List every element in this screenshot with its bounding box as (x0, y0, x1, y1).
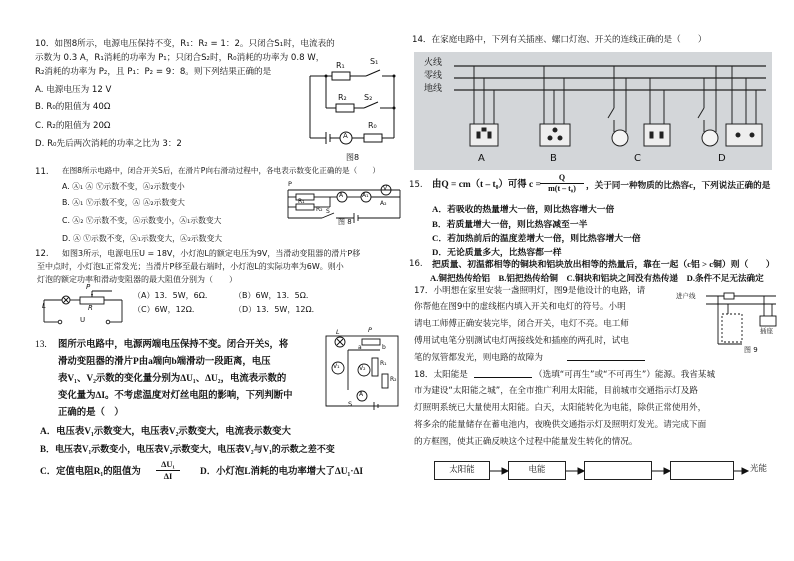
q13-fig-r1-label: R₁ (380, 360, 387, 367)
q11-circuit-figure (282, 182, 410, 228)
q11-fig-a2-label: A₂ (380, 200, 387, 207)
q17-line-1: 17．小明想在家里安装一盏照明灯，图9是他设计的电路，请 (414, 286, 646, 296)
q13-fig-r2-label: R₂ (390, 376, 397, 383)
q15-stem-a: 由Q = cm（t – t₀）可得 c = (432, 180, 541, 190)
q18-energy-flow-diagram (434, 458, 774, 484)
q13-number: 13. (35, 340, 47, 350)
q17-circuit-figure (676, 288, 786, 356)
q11-option-d: D. Ⓐ Ⓥ示数不变，Ⓐ₁示数变大，Ⓐ₂示数变大 (62, 234, 223, 243)
q11-option-b: B. Ⓐ₁ Ⓥ示数不变，Ⓐ Ⓐ₂示数变大 (62, 198, 185, 207)
q14-choice-c: C (634, 153, 641, 164)
q10-fig-r2-label: R₂ (338, 93, 347, 102)
q10-fig-s2-label: S₂ (364, 93, 373, 102)
q12-circuit-figure (38, 283, 130, 330)
q17-line-2: 你帮他在图9中的虚线框内填入开关和电灯的符号。小明 (414, 302, 626, 312)
q14-wiring-figure (414, 52, 772, 170)
q15-option-d: D．无论质量多大，比热容都一样 (432, 247, 562, 257)
q11-fig-v-label: V (383, 185, 388, 192)
q11-fig-caption: 图 8 (338, 218, 352, 226)
q13-option-a: A．电压表V₁示数变大，电压表V₂示数变大，电流表示数变大 (40, 427, 291, 437)
q10-circuit-figure (298, 57, 408, 164)
q12-number: 12. (35, 249, 49, 259)
q13-circuit-figure (318, 326, 406, 414)
q12-option-c: （C）6W，12Ω． (133, 305, 200, 314)
q18-line-1a: 18．太阳能是 (414, 370, 468, 380)
q10-option-b: B. R₀的阻值为 40Ω (35, 102, 111, 112)
q17-answer-blank[interactable] (567, 352, 645, 365)
q12-option-d: （D）13．5W，12Ω． (234, 305, 320, 314)
q11-fig-s-label: S (326, 208, 330, 215)
q18-line-5: 的方框图，使其正确反映这个过程中能量发生转化的情况。 (414, 437, 638, 447)
q15-option-b: B．若质量增大一倍，则比热容减至一半 (432, 219, 588, 229)
q11-fig-p-label: P (288, 180, 292, 188)
q18-line-1b: （选填“可再生”或“不可再生”）能源。我省某城 (534, 370, 716, 380)
q17-line-4: 傅用试电笔分别测试电灯两接线处和插座的两孔时，试电 (414, 336, 629, 346)
q10-fig-caption: 图8 (346, 153, 360, 162)
q14-stem: 14．在家庭电路中，下列有关插座、螺口灯泡、开关的连线正确的是（ ） (412, 35, 707, 45)
q17-fig-lead-label: 进户线 (676, 292, 696, 300)
q13-fig-p-label: P (368, 326, 372, 334)
q13-fig-v2-label: V₂ (359, 365, 366, 372)
q10-fig-r1-label: R₁ (336, 61, 345, 70)
q10-fig-s1-label: S₁ (370, 57, 379, 66)
q15-option-c: C．若加热前后的温度差增大一倍，则比热容增大一倍 (432, 233, 641, 243)
q13-line-3: 表V₁、V₂示数的变化量分别为ΔU₁、ΔU₂，电流表示数的 (58, 374, 287, 384)
q13-fig-a-label: a (358, 344, 362, 351)
q12-line-3: 灯泡的额定功率和滑动变阻器的最大阻值分别为（ ） (37, 275, 237, 284)
q12-line-1: 如图3所示，电源电压U = 18V，小灯泡L的额定电压为9V，当滑动变阻器的滑片P移 (62, 249, 361, 258)
q13-option-c: C．定值电阻R₁的阻值为 (40, 467, 141, 477)
q18-flow-box-3[interactable] (584, 461, 652, 480)
q12-option-b: （B）6W，13．5Ω． (234, 291, 314, 300)
q10-fig-ammeter-label: A (343, 132, 348, 140)
q13-fig-ammeter-label: A (359, 391, 364, 398)
q15-stem-b: ，关于同一种物质的比热容c，下列说法正确的是 (586, 180, 771, 190)
q13-option-d: D．小灯泡L消耗的电功率增大了ΔU₁·ΔI (200, 467, 364, 477)
q12-fig-p-label: P (86, 283, 91, 291)
q11-stem: 在图8所示电路中，闭合开关S后，在滑片P向右滑动过程中，各电表示数变化正确的是（ ） (62, 166, 380, 175)
q11-option-c: C. Ⓐ₂ Ⓥ示数不变，Ⓐ示数变小，Ⓐ₁示数变大 (62, 216, 222, 225)
q12-fig-r-label: R (88, 304, 93, 312)
q18-flow-box-5: 光能 (750, 464, 768, 474)
q16-stem: 把质量、初温都相等的铜块和铝块放出相等的热量后，靠在一起（c铝 > c铜）则（ ） (432, 259, 775, 269)
q10-fig-r0-label: R₀ (368, 121, 377, 130)
q14-choice-d: D (718, 153, 726, 164)
q15-fraction-numerator: Q (540, 173, 584, 184)
q18-flow-box-1: 太阳能 (434, 461, 490, 480)
q12-fig-u-label: U (80, 316, 86, 324)
q11-fig-a1-label: A₁ (362, 192, 369, 199)
q17-line-3: 请电工师傅正确安装完毕，闭合开关，电灯不亮。电工师 (414, 319, 629, 329)
q15-fraction-denominator: m(t – t₀) (548, 184, 576, 193)
q13-fig-l-label: L (336, 328, 340, 336)
q13-line-4: 变化量为ΔI。不考虑温度对灯丝电阻的影响，下列判断中 (58, 391, 293, 401)
q13-line-2: 滑动变阻器的滑片P由a端向b端滑动一段距离，电压 (58, 357, 271, 367)
q18-flow-box-4[interactable] (670, 461, 734, 480)
q11-number: 11. (35, 167, 49, 177)
q18-answer-blank[interactable] (474, 369, 532, 382)
q12-option-a: （A）13．5W，6Ω． (133, 291, 213, 300)
q16-number: 16. (409, 259, 423, 269)
q18-line-4: 将多余的能量储存在蓄电池内，夜晚供交通指示灯及照明灯发光。请完成下面 (414, 420, 707, 430)
q14-ground-wire-label: 地线 (424, 84, 443, 94)
q10-option-a: A. 电源电压为 12 V (35, 85, 112, 95)
q11-fig-r2-label: R₂ (316, 206, 323, 213)
q15-option-a: A．若吸收的热量增大一倍，则比热容增大一倍 (432, 204, 615, 214)
q11-fig-r1-label: R₁ (298, 198, 305, 205)
q17-fig-socket-label: 插座 (760, 327, 773, 335)
q14-live-wire-label: 火线 (424, 58, 443, 68)
q16-options: A.铜把热传给铝 B.铝把热传给铜 C.铜块和铝块之间没有热传递 D.条件不足无法确定 (430, 273, 764, 283)
q13-option-b: B．电压表V₁示数变小，电压表V₂示数变大，电压表V₂与V₁的示数之差不变 (40, 444, 335, 454)
q11-fig-a-label: A (339, 192, 344, 199)
q13-line-5: 正确的是（ ） (58, 408, 124, 418)
q17-fig-caption: 图 9 (744, 346, 758, 354)
q13-fig-b-label: b (382, 344, 386, 351)
q13-fig-v1-label: V₁ (333, 363, 340, 370)
q11-option-a: A. Ⓐ₁ Ⓐ Ⓥ示数不变，Ⓐ₂示数变小 (62, 182, 185, 191)
q14-choice-a: A (478, 153, 485, 164)
q17-line-5: 笔的氖管都发光，则电路的故障为 (414, 353, 543, 363)
q14-neutral-wire-label: 零线 (424, 71, 443, 81)
q18-flow-box-2: 电能 (508, 461, 566, 480)
q18-line-2: 市为建设“太阳能之城”，在全市推广利用太阳能，目前城市交通指示灯及路 (414, 386, 698, 396)
q12-line-2: 至中点时，小灯泡L正常发光；当滑片P移至最右端时，小灯泡L的实际功率为6W。则小 (37, 262, 344, 271)
q14-choice-b: B (550, 153, 557, 164)
q10-line-2: 示数为 0.3 A，R₁消耗的功率为 P₁；只闭合S₂时，R₀消耗的功率为 0.8 W， (35, 53, 325, 63)
q15-number: 15. (409, 180, 423, 190)
q10-line-3: R₂消耗的功率为 P₂，且 P₁：P₂ = 9：8。则下列结果正确的是 (35, 67, 272, 77)
q13-fraction-numerator: ΔU₁ (156, 460, 180, 471)
q13-fig-s-label: S (348, 400, 353, 408)
q10-option-c: C. R₂的阻值为 20Ω (35, 121, 111, 131)
q10-option-d: D. R₀先后两次消耗的功率之比为 3：2 (35, 139, 182, 149)
q12-fig-l-label: L (42, 302, 46, 310)
q18-line-3: 灯照明系统已大量使用太阳能。白天，太阳能转化为电能，除供正常使用外， (414, 403, 707, 413)
q10-line-1: 10．如图8所示，电源电压保持不变，R₁：R₂ = 1：2。只闭合S₁时，电流表的 (35, 39, 335, 49)
q13-line-1: 图所示电路中，电源两端电压保持不变。闭合开关S，将 (58, 340, 289, 350)
q13-fraction-denominator: ΔI (163, 472, 173, 481)
